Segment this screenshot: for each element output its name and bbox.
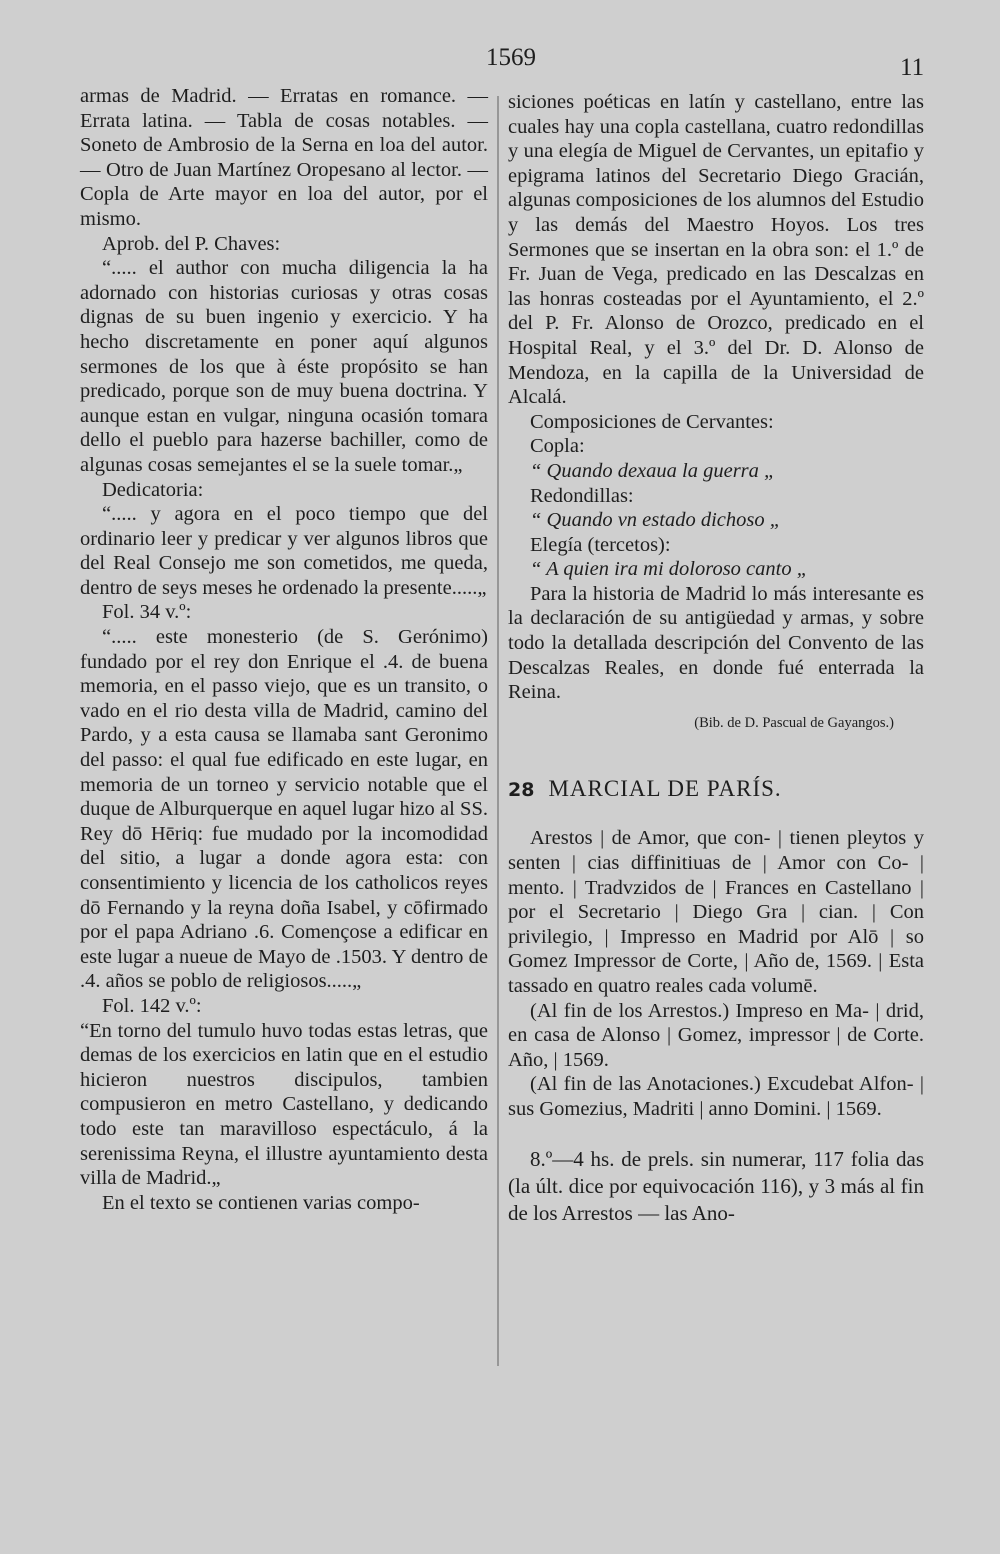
continuation-paragraph: siciones poéticas en latín y castellano, entre las cuales hay una copla castellana, cuatro redondillas y una elegía de Miguel de Cervantes, un epitafio y epigrama latinos del Secretario Diego Gracián, algunas composiciones de los alumnos del Estudio y las demás del Maestro Hoyos. Los tres Sermones que se insertan en la obra son: el 1.º de Fr. Juan de Vega, predicado en las Descalzas en las honras costeadas por el Ayuntamiento, el 2.º del P. Fr. Alonso de Orozco, predicado en el Hospital Real, y el 3.º del Dr. D. Alonso de Mendoza, en la capilla de la Universidad de Alcalá.: [508, 91, 924, 409]
copla-incipit: “ Quando dexaua la guerra „: [530, 459, 776, 482]
redondillas-incipit: “ Quando vn estado dichoso „: [530, 509, 782, 532]
redondillas-label: Redondillas:: [530, 484, 634, 507]
collation-note: 8.º—4 hs. de prels. sin numerar, 117 folia das (la últ. dice por equivocación 116), y 3 más al fin de los Arrestos — las Ano-: [508, 1146, 924, 1225]
cervantes-heading: Composiciones de Cervantes:: [530, 410, 774, 433]
elegia-label: Elegía (tercetos):: [530, 533, 671, 556]
page-number: 11: [900, 54, 925, 81]
source-note: (Bib. de D. Pascual de Gayangos.): [694, 714, 894, 731]
approval-label: Aprob. del P. Chaves:: [102, 232, 281, 255]
entry-heading: [508, 775, 924, 804]
elegia-incipit: “ A quien ira mi doloroso canto „: [530, 558, 809, 581]
folio-34-label: Fol. 34 v.º:: [102, 601, 192, 624]
history-note: Para la historia de Madrid lo más interesante es la declaración de su antigüedad y armas, y sobre todo la detallada descripción del Convento de las Descalzas Reales, en donde fué enterrada la Reina.: [508, 582, 924, 704]
left-column: [80, 84, 488, 1215]
dedication-label: Dedicatoria:: [102, 478, 204, 501]
contents-list: armas de Madrid. — Erratas en romance. — Errata latina. — Tabla de cosas notables. — Soneto de Ambrosio de la Serna en loa del autor. — Otro de Juan Martínez Oropesano al lector. — Copla de Arte mayor en loa del autor, por el mismo.: [80, 85, 488, 230]
text-contents-note: En el texto se contienen varias compo-: [102, 1191, 420, 1214]
approval-quote: “..... el author con mucha diligencia la ha adornado con historias curiosas y otras cosas dignas de su buen ingenio y exercicio. Y ha hecho discretamente en poner aquí algunos sermones de los que à éste propósito se han predicado, porque son de muy buena doctrina. Y aunque estan en vulgar, ninguna ocasión tomara dello el pueblo para hazerse bachiller, como de algunas cosas semejantes el se la suele tomar.„: [80, 257, 488, 476]
colophon-arrestos: (Al fin de los Arrestos.) Impreso en Ma- | drid, en casa de Alonso | Gomez, impressor | de Corte. Año, | 1569.: [508, 999, 924, 1071]
colophon-anotaciones: (Al fin de las Anotaciones.) Excudebat Alfon- | sus Gomezius, Madriti | anno Domini. | 1569.: [508, 1073, 924, 1120]
dedication-quote: “..... y agora en el poco tiempo que del ordinario leer y predicar y ver algunos libros que del Real Consejo me son cometidos, me queda, dentro de seys meses he ordenado la presente.....„: [80, 503, 488, 599]
entry-title: MARCIAL DE PARÍS.: [548, 776, 782, 802]
folio-142-quote: “En torno del tumulo huvo todas estas letras, que demas de los exercicios en latin que en el estudio hicieron nuestros discipulos, tambien compusieron en metro Castellano, y dedicando todo este tan maravilloso espectáculo, á la serenissima Reyna, el illustre ayuntamiento desta villa de Madrid.„: [80, 1019, 488, 1190]
right-column: [508, 90, 924, 1227]
folio-142-label: Fol. 142 v.º:: [102, 994, 202, 1017]
column-divider: [497, 96, 499, 1366]
running-head-year: 1569: [486, 44, 536, 71]
folio-34-quote: “..... este monesterio (de S. Gerónimo) fundado por el rey don Enrique el .4. de buena memoria, en el passo viejo, que es un transito, o vado en el rio desta villa de Madrid, camino del Pardo, y a esta causa se llamaba sant Geronimo del passo: el qual fue edificado en este lugar, en memoria de un torneo y servicio notable que el duque de Alburquerque en aquel lugar hizo al SS. Rey dō Hēriq: fue mudado por la incomodidad del sitio, a lugar a donde agora esta: con consentimiento y licencia de los catholicos reyes dō Fernando y la reyna doña Isabel, y cōfirmado por el papa Adriano .6. Començose a edificar en este lugar a nueue de Mayo de .1503. Y dentro de .4. años se poblo de religiosos.....„: [80, 626, 488, 993]
copla-label: Copla:: [530, 435, 585, 458]
entry-number: 28: [508, 779, 535, 802]
title-page-transcription: Arestos | de Amor, que con- | tienen pleytos y senten | cias diffinitiuas de | Amor con Co- | mento. | Tradvzidos de | Frances en Castellano | por el Secretario | Diego Gra | cian. | Con privilegio, | Impresso en Madrid por Alō | so Gomez Impressor de Corte, | Año de, 1569. | Esta tassado en quatro reales cada volumē.: [508, 827, 924, 997]
